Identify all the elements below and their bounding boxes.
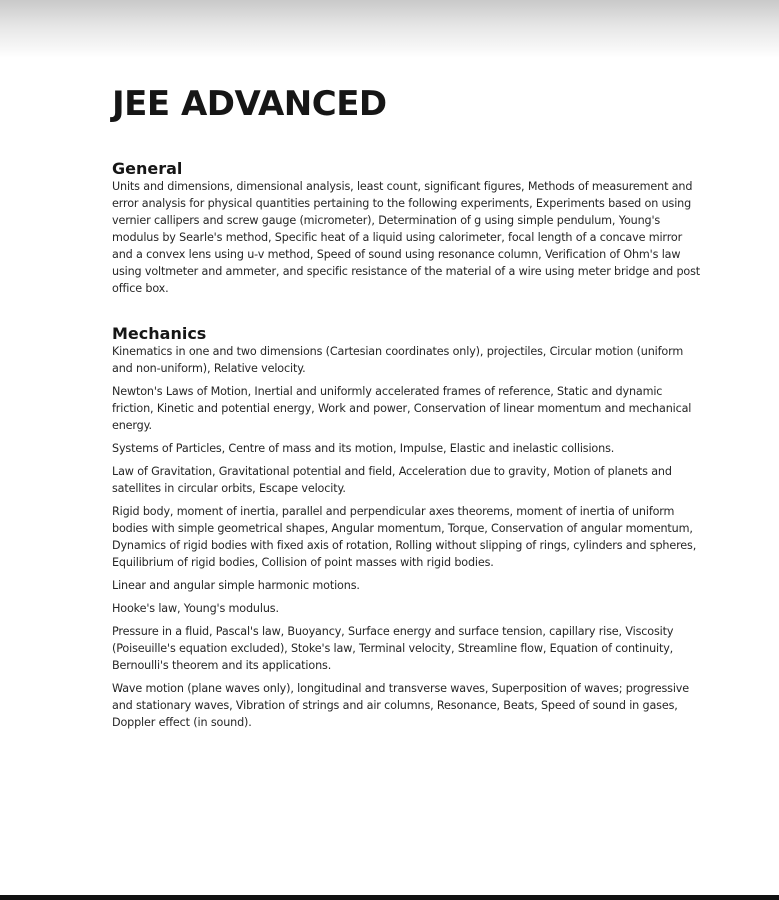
- top-edge-shadow: [0, 0, 779, 58]
- paragraph: Newton's Laws of Motion, Inertial and uniformly accelerated frames of reference, Static and dynamic friction, Kinetic and potential energy, Work and power, Conservation of linear momentum and mechanical energy.: [112, 385, 692, 432]
- paragraph: Pressure in a fluid, Pascal's law, Buoyancy, Surface energy and surface tension, capillary rise, Viscosity (Poiseuille's equation excluded), Stoke's law, Terminal velocity, Streamline flow, Equation of continuity, Bernoulli's theorem and its applications.: [112, 625, 674, 672]
- paragraph: Rigid body, moment of inertia, parallel and perpendicular axes theorems, moment of inertia of uniform bodies with simple geometrical shapes, Angular momentum, Torque, Conservation of angular momentum, Dynamics of rigid bodies with fixed axis of rotation, Rolling without slipping of rings, cylinders and spheres, Equilibrium of rigid bodies, Collision of point masses with rigid bodies.: [112, 505, 697, 569]
- paragraph: Wave motion (plane waves only), longitudinal and transverse waves, Superposition of waves; progressive and stationary waves, Vibration of strings and air columns, Resonance, Beats, Speed of sound in gases, Doppler effect (in sound).: [112, 682, 689, 729]
- paragraph: Kinematics in one and two dimensions (Cartesian coordinates only), projectiles, Circular motion (uniform and non-uniform), Relative velocity.: [112, 345, 684, 375]
- paragraph: Hooke's law, Young's modulus.: [112, 602, 279, 615]
- document-page: [112, 84, 704, 737]
- section-mechanics: [112, 325, 704, 731]
- section-general: [112, 160, 704, 297]
- section-heading-mechanics: Mechanics: [112, 324, 207, 343]
- paragraph: Units and dimensions, dimensional analysis, least count, significant figures, Methods of measurement and error analysis for physical quantities pertaining to the following experiments, Experiments based on using vernier callipers and screw gauge (micrometer), Determination of g using simple pendulum, Young's modulus by Searle's method, Specific heat of a liquid using calorimeter, focal length of a concave mirror and a convex lens using u-v method, Speed of sound using resonance column, Verification of Ohm's law using voltmeter and ammeter, and specific resistance of the material of a wire using meter bridge and post office box.: [112, 180, 701, 295]
- paragraph: Systems of Particles, Centre of mass and its motion, Impulse, Elastic and inelastic collisions.: [112, 442, 615, 455]
- paragraph: Law of Gravitation, Gravitational potential and field, Acceleration due to gravity, Motion of planets and satellites in circular orbits, Escape velocity.: [112, 465, 672, 495]
- section-heading-general: General: [112, 159, 183, 178]
- bottom-edge-bar: [0, 895, 779, 900]
- page-title: JEE ADVANCED: [112, 84, 387, 124]
- paragraph: Linear and angular simple harmonic motions.: [112, 579, 360, 592]
